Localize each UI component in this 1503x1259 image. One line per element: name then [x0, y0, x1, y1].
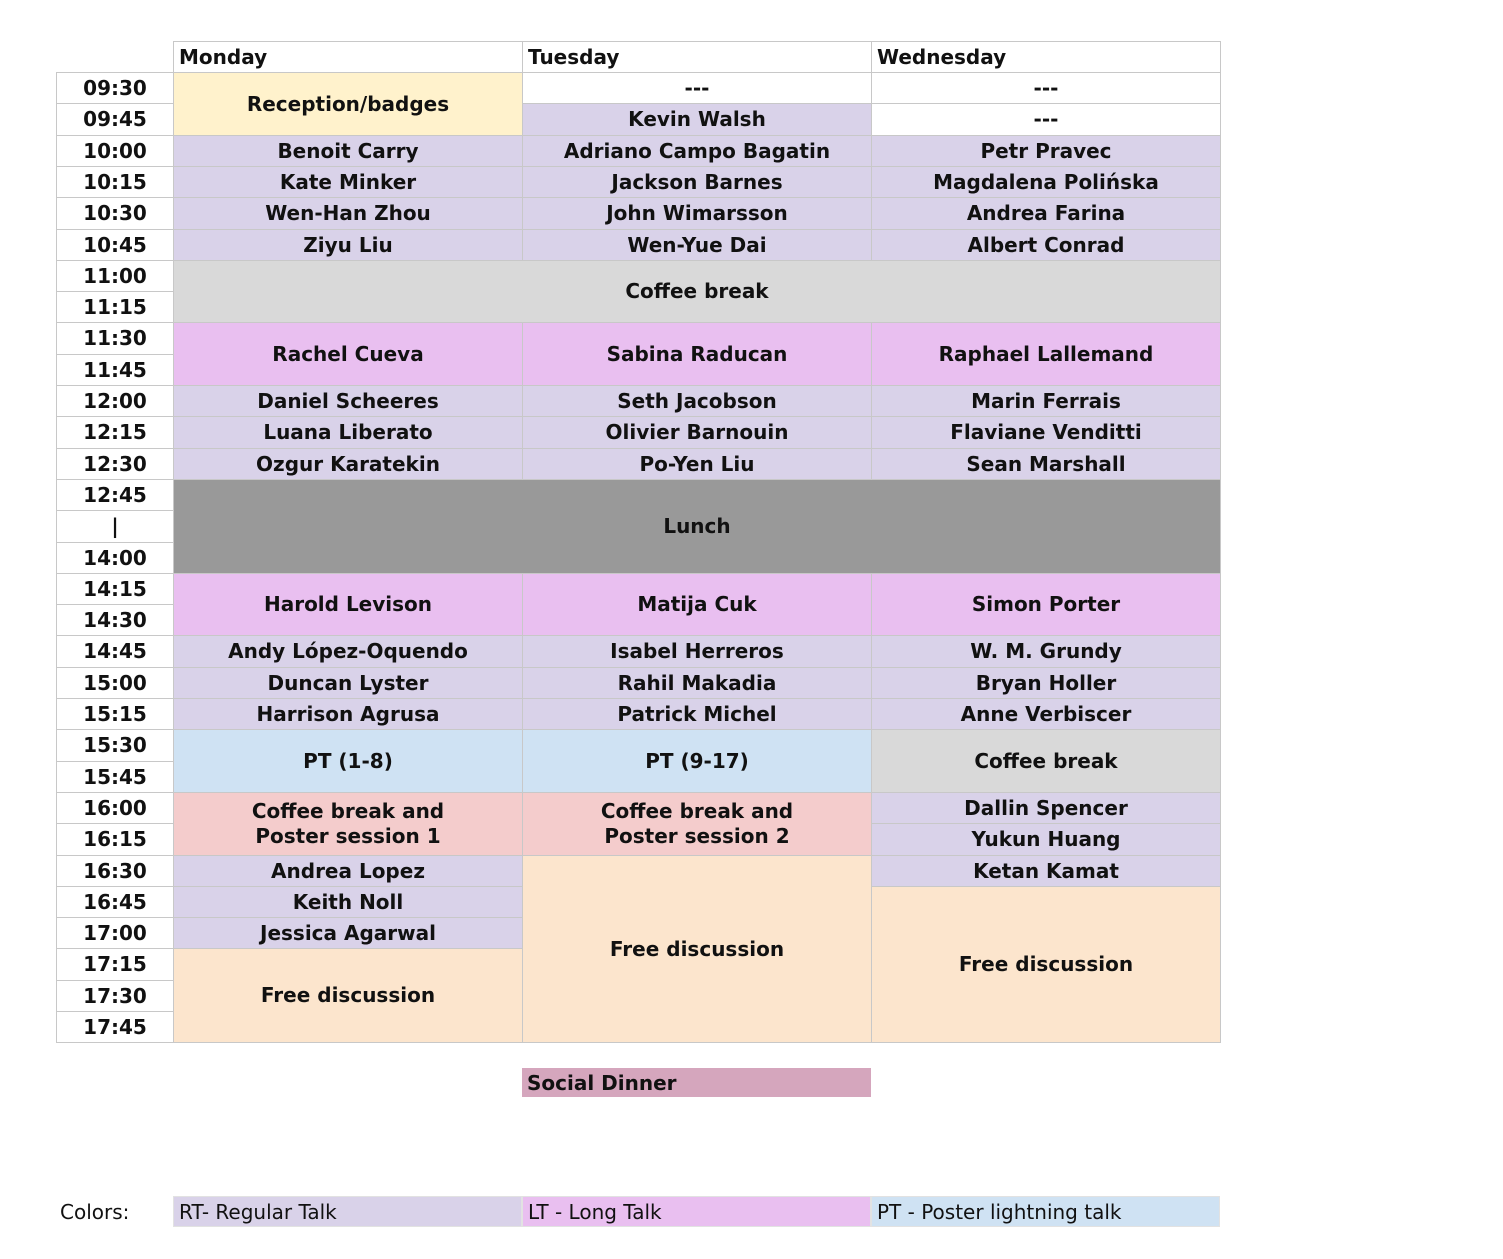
time-slot: 12:45	[56, 479, 174, 511]
social-dinner: Social Dinner	[522, 1068, 871, 1097]
session-cell: Anne Verbiscer	[871, 698, 1221, 730]
session-cell: ---	[522, 72, 872, 104]
session-cell: Seth Jacobson	[522, 385, 872, 417]
session-cell: Ozgur Karatekin	[173, 448, 523, 480]
time-slot: 11:00	[56, 260, 174, 292]
time-slot: 10:15	[56, 166, 174, 198]
session-cell: Andy López-Oquendo	[173, 635, 523, 668]
session-cell: Sabina Raducan	[522, 322, 872, 386]
session-cell: Adriano Campo Bagatin	[522, 135, 872, 167]
session-cell: Lunch	[173, 479, 1221, 574]
time-slot: 17:45	[56, 1011, 174, 1043]
session-cell: Coffee break	[173, 260, 1221, 323]
time-slot: 15:45	[56, 761, 174, 793]
time-slot: 12:00	[56, 385, 174, 417]
legend-item: LT - Long Talk	[522, 1196, 871, 1227]
session-cell: ---	[871, 72, 1221, 104]
time-slot: 10:30	[56, 197, 174, 230]
day-header: Monday	[173, 41, 523, 73]
session-cell: Marin Ferrais	[871, 385, 1221, 417]
day-header: Wednesday	[871, 41, 1221, 73]
time-slot: 17:15	[56, 948, 174, 981]
session-cell: Raphael Lallemand	[871, 322, 1221, 386]
time-slot: 14:45	[56, 635, 174, 668]
session-cell: Coffee break and Poster session 1	[173, 792, 523, 856]
session-cell: Andrea Lopez	[173, 855, 523, 887]
time-slot: |	[56, 510, 174, 543]
session-cell: PT (1-8)	[173, 729, 523, 793]
session-cell: Wen-Yue Dai	[522, 229, 872, 261]
time-slot: 11:30	[56, 322, 174, 355]
time-slot: 16:15	[56, 823, 174, 856]
session-cell: Patrick Michel	[522, 698, 872, 730]
time-slot: 12:30	[56, 448, 174, 480]
time-slot: 16:00	[56, 792, 174, 824]
session-cell: Sean Marshall	[871, 448, 1221, 480]
session-cell: Duncan Lyster	[173, 667, 523, 699]
time-slot: 15:15	[56, 698, 174, 730]
session-cell: Ziyu Liu	[173, 229, 523, 261]
time-slot: 14:30	[56, 604, 174, 636]
session-cell: Rahil Makadia	[522, 667, 872, 699]
session-cell: Isabel Herreros	[522, 635, 872, 668]
session-cell: Olivier Barnouin	[522, 416, 872, 449]
session-cell: Andrea Farina	[871, 197, 1221, 230]
session-cell: Dallin Spencer	[871, 792, 1221, 824]
session-cell: Ketan Kamat	[871, 855, 1221, 887]
time-slot: 12:15	[56, 416, 174, 449]
time-slot: 15:00	[56, 667, 174, 699]
session-cell: ---	[871, 103, 1221, 136]
session-cell: Matija Cuk	[522, 573, 872, 636]
session-cell: Reception/badges	[173, 72, 523, 136]
time-slot: 14:15	[56, 573, 174, 605]
session-cell: Petr Pravec	[871, 135, 1221, 167]
session-cell: Coffee break	[871, 729, 1221, 793]
time-slot: 15:30	[56, 729, 174, 762]
legend-title: Colors:	[60, 1199, 130, 1224]
time-slot: 17:00	[56, 917, 174, 949]
session-cell: Harold Levison	[173, 573, 523, 636]
session-cell: Bryan Holler	[871, 667, 1221, 699]
session-cell: Free discussion	[522, 855, 872, 1043]
session-cell: Simon Porter	[871, 573, 1221, 636]
time-slot: 09:30	[56, 72, 174, 104]
session-cell: John Wimarsson	[522, 197, 872, 230]
time-slot: 16:30	[56, 855, 174, 887]
session-cell: PT (9-17)	[522, 729, 872, 793]
session-cell: W. M. Grundy	[871, 635, 1221, 668]
session-cell: Coffee break and Poster session 2	[522, 792, 872, 856]
session-cell: Daniel Scheeres	[173, 385, 523, 417]
session-cell: Harrison Agrusa	[173, 698, 523, 730]
session-cell: Benoit Carry	[173, 135, 523, 167]
time-slot: 11:45	[56, 354, 174, 386]
session-cell: Luana Liberato	[173, 416, 523, 449]
session-cell: Flaviane Venditti	[871, 416, 1221, 449]
session-cell: Wen-Han Zhou	[173, 197, 523, 230]
session-cell: Rachel Cueva	[173, 322, 523, 386]
time-slot: 09:45	[56, 103, 174, 136]
session-cell: Jessica Agarwal	[173, 917, 523, 949]
session-cell: Free discussion	[871, 886, 1221, 1043]
session-cell: Yukun Huang	[871, 823, 1221, 856]
session-cell: Free discussion	[173, 948, 523, 1043]
session-cell: Po-Yen Liu	[522, 448, 872, 480]
legend-item: RT- Regular Talk	[173, 1196, 522, 1227]
session-cell: Kevin Walsh	[522, 103, 872, 136]
session-cell: Kate Minker	[173, 166, 523, 198]
day-header: Tuesday	[522, 41, 872, 73]
time-slot: 14:00	[56, 542, 174, 574]
session-cell: Albert Conrad	[871, 229, 1221, 261]
time-slot: 10:45	[56, 229, 174, 261]
time-slot: 17:30	[56, 980, 174, 1012]
time-slot: 11:15	[56, 291, 174, 323]
legend-item: PT - Poster lightning talk	[871, 1196, 1220, 1227]
time-slot: 16:45	[56, 886, 174, 918]
time-slot: 10:00	[56, 135, 174, 167]
session-cell: Jackson Barnes	[522, 166, 872, 198]
session-cell: Keith Noll	[173, 886, 523, 918]
session-cell: Magdalena Polińska	[871, 166, 1221, 198]
